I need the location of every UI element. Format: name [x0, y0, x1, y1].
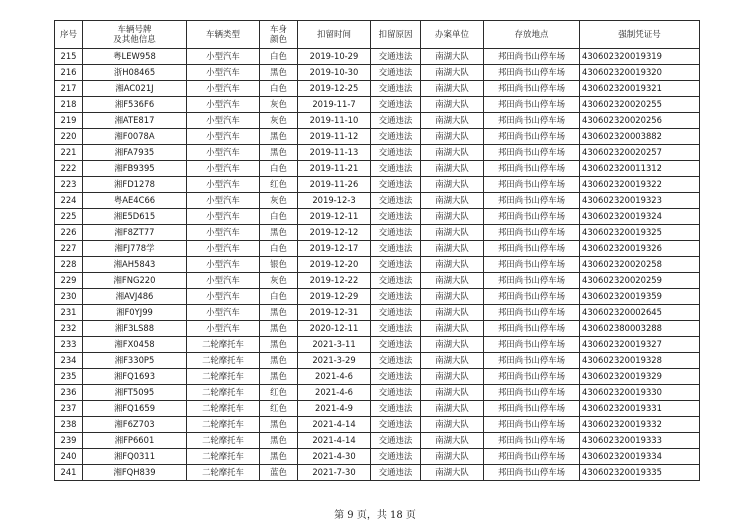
cell-col-detain-time: 2021-3-11 [298, 337, 371, 353]
cell-col-seq: 224 [55, 193, 83, 209]
cell-col-plate: 湘FQ0311 [83, 449, 187, 465]
cell-col-plate: 湘FP6601 [83, 433, 187, 449]
cell-col-vehicle-type: 二轮摩托车 [187, 417, 260, 433]
table-row [55, 369, 700, 385]
cell-col-storage: 邦田尚书山停车场 [484, 241, 580, 257]
cell-col-detain-reason: 交通违法 [371, 145, 421, 161]
cell-col-detain-reason: 交通违法 [371, 321, 421, 337]
page-number: 第 9 页，共 18 页 [334, 510, 416, 521]
header-col-plate: 车辆号牌 及其他信息 [83, 21, 187, 49]
cell-col-detain-time: 2019-12-29 [298, 289, 371, 305]
cell-col-unit: 南湖大队 [421, 209, 484, 225]
cell-col-vehicle-type: 二轮摩托车 [187, 353, 260, 369]
cell-col-plate: 浙H08465 [83, 65, 187, 81]
cell-col-unit: 南湖大队 [421, 129, 484, 145]
cell-col-voucher: 430602320019335 [580, 465, 700, 481]
cell-col-detain-time: 2021-4-6 [298, 385, 371, 401]
cell-col-detain-reason: 交通违法 [371, 65, 421, 81]
cell-col-detain-time: 2019-12-20 [298, 257, 371, 273]
cell-col-detain-time: 2019-11-12 [298, 129, 371, 145]
cell-col-storage: 邦田尚书山停车场 [484, 417, 580, 433]
cell-col-detain-reason: 交通违法 [371, 465, 421, 481]
cell-col-storage: 邦田尚书山停车场 [484, 113, 580, 129]
cell-col-voucher: 430602320019359 [580, 289, 700, 305]
cell-col-detain-reason: 交通违法 [371, 209, 421, 225]
cell-col-vehicle-type: 小型汽车 [187, 65, 260, 81]
cell-col-color: 白色 [260, 81, 298, 97]
header-col-vehicle-type: 车辆类型 [187, 21, 260, 49]
cell-col-plate: 湘FJ778学 [83, 241, 187, 257]
cell-col-storage: 邦田尚书山停车场 [484, 321, 580, 337]
cell-col-unit: 南湖大队 [421, 369, 484, 385]
cell-col-seq: 220 [55, 129, 83, 145]
cell-col-voucher: 430602320019327 [580, 337, 700, 353]
cell-col-plate: 粤LEW958 [83, 49, 187, 65]
cell-col-color: 白色 [260, 241, 298, 257]
cell-col-seq: 235 [55, 369, 83, 385]
table-row [55, 161, 700, 177]
header-col-color: 车身 颜色 [260, 21, 298, 49]
cell-col-voucher: 430602320002645 [580, 305, 700, 321]
cell-col-detain-time: 2019-11-10 [298, 113, 371, 129]
cell-col-vehicle-type: 小型汽车 [187, 321, 260, 337]
cell-col-storage: 邦田尚书山停车场 [484, 449, 580, 465]
cell-col-storage: 邦田尚书山停车场 [484, 209, 580, 225]
cell-col-color: 黑色 [260, 353, 298, 369]
cell-col-unit: 南湖大队 [421, 321, 484, 337]
cell-col-storage: 邦田尚书山停车场 [484, 145, 580, 161]
cell-col-plate: 湘ATE817 [83, 113, 187, 129]
cell-col-storage: 邦田尚书山停车场 [484, 225, 580, 241]
cell-col-seq: 231 [55, 305, 83, 321]
cell-col-detain-time: 2019-12-12 [298, 225, 371, 241]
cell-col-detain-time: 2019-10-29 [298, 49, 371, 65]
cell-col-voucher: 430602320019320 [580, 65, 700, 81]
cell-col-vehicle-type: 小型汽车 [187, 225, 260, 241]
cell-col-vehicle-type: 小型汽车 [187, 257, 260, 273]
cell-col-detain-reason: 交通违法 [371, 449, 421, 465]
cell-col-detain-time: 2019-11-13 [298, 145, 371, 161]
table-row [55, 97, 700, 113]
header-col-unit: 办案单位 [421, 21, 484, 49]
cell-col-seq: 237 [55, 401, 83, 417]
cell-col-unit: 南湖大队 [421, 225, 484, 241]
cell-col-plate: 湘FNG220 [83, 273, 187, 289]
cell-col-detain-reason: 交通违法 [371, 129, 421, 145]
cell-col-plate: 湘FQ1693 [83, 369, 187, 385]
cell-col-plate: 湘FB9395 [83, 161, 187, 177]
cell-col-voucher: 430602320019333 [580, 433, 700, 449]
cell-col-storage: 邦田尚书山停车场 [484, 273, 580, 289]
table-row [55, 209, 700, 225]
cell-col-plate: 湘AVJ486 [83, 289, 187, 305]
cell-col-detain-time: 2021-7-30 [298, 465, 371, 481]
cell-col-seq: 228 [55, 257, 83, 273]
cell-col-detain-time: 2019-11-7 [298, 97, 371, 113]
cell-col-detain-time: 2021-4-14 [298, 417, 371, 433]
cell-col-vehicle-type: 小型汽车 [187, 241, 260, 257]
cell-col-unit: 南湖大队 [421, 417, 484, 433]
cell-col-unit: 南湖大队 [421, 81, 484, 97]
cell-col-unit: 南湖大队 [421, 433, 484, 449]
table-row [55, 113, 700, 129]
cell-col-detain-time: 2019-11-26 [298, 177, 371, 193]
cell-col-color: 红色 [260, 177, 298, 193]
table-row [55, 145, 700, 161]
cell-col-detain-reason: 交通违法 [371, 113, 421, 129]
cell-col-vehicle-type: 小型汽车 [187, 129, 260, 145]
cell-col-seq: 240 [55, 449, 83, 465]
cell-col-vehicle-type: 小型汽车 [187, 97, 260, 113]
cell-col-color: 灰色 [260, 273, 298, 289]
header-col-storage: 存放地点 [484, 21, 580, 49]
cell-col-seq: 221 [55, 145, 83, 161]
cell-col-color: 黑色 [260, 449, 298, 465]
cell-col-voucher: 430602320020256 [580, 113, 700, 129]
cell-col-seq: 226 [55, 225, 83, 241]
cell-col-voucher: 430602320020255 [580, 97, 700, 113]
cell-col-unit: 南湖大队 [421, 97, 484, 113]
cell-col-plate: 湘E5D615 [83, 209, 187, 225]
cell-col-voucher: 430602320019323 [580, 193, 700, 209]
table-header-row [55, 21, 700, 49]
cell-col-detain-reason: 交通违法 [371, 289, 421, 305]
cell-col-color: 黑色 [260, 433, 298, 449]
cell-col-seq: 218 [55, 97, 83, 113]
cell-col-vehicle-type: 二轮摩托车 [187, 369, 260, 385]
cell-col-vehicle-type: 小型汽车 [187, 161, 260, 177]
cell-col-vehicle-type: 小型汽车 [187, 305, 260, 321]
cell-col-color: 黑色 [260, 337, 298, 353]
cell-col-seq: 222 [55, 161, 83, 177]
cell-col-vehicle-type: 小型汽车 [187, 273, 260, 289]
table-row [55, 321, 700, 337]
cell-col-detain-reason: 交通违法 [371, 385, 421, 401]
cell-col-voucher: 430602320019319 [580, 49, 700, 65]
cell-col-seq: 216 [55, 65, 83, 81]
table-row [55, 273, 700, 289]
cell-col-voucher: 430602320019328 [580, 353, 700, 369]
table-row [55, 465, 700, 481]
cell-col-unit: 南湖大队 [421, 145, 484, 161]
cell-col-plate: 湘F536F6 [83, 97, 187, 113]
cell-col-voucher: 430602320019321 [580, 81, 700, 97]
cell-col-plate: 湘AH5843 [83, 257, 187, 273]
cell-col-storage: 邦田尚书山停车场 [484, 385, 580, 401]
cell-col-color: 白色 [260, 49, 298, 65]
cell-col-color: 白色 [260, 209, 298, 225]
table-row [55, 193, 700, 209]
cell-col-unit: 南湖大队 [421, 465, 484, 481]
cell-col-color: 黑色 [260, 225, 298, 241]
cell-col-plate: 湘FQ1659 [83, 401, 187, 417]
cell-col-seq: 233 [55, 337, 83, 353]
cell-col-voucher: 430602320020257 [580, 145, 700, 161]
cell-col-detain-time: 2021-4-6 [298, 369, 371, 385]
table-row [55, 337, 700, 353]
cell-col-detain-time: 2019-12-3 [298, 193, 371, 209]
table-row [55, 433, 700, 449]
table-row [55, 81, 700, 97]
cell-col-unit: 南湖大队 [421, 289, 484, 305]
cell-col-detain-time: 2020-12-11 [298, 321, 371, 337]
cell-col-storage: 邦田尚书山停车场 [484, 97, 580, 113]
cell-col-color: 黑色 [260, 417, 298, 433]
cell-col-storage: 邦田尚书山停车场 [484, 465, 580, 481]
cell-col-storage: 邦田尚书山停车场 [484, 65, 580, 81]
cell-col-color: 黑色 [260, 129, 298, 145]
cell-col-plate: 湘FQH839 [83, 465, 187, 481]
cell-col-voucher: 430602320020258 [580, 257, 700, 273]
table-row [55, 305, 700, 321]
cell-col-plate: 湘F0078A [83, 129, 187, 145]
cell-col-color: 蓝色 [260, 465, 298, 481]
cell-col-seq: 236 [55, 385, 83, 401]
cell-col-storage: 邦田尚书山停车场 [484, 49, 580, 65]
cell-col-vehicle-type: 小型汽车 [187, 49, 260, 65]
cell-col-detain-reason: 交通违法 [371, 417, 421, 433]
cell-col-seq: 232 [55, 321, 83, 337]
cell-col-plate: 湘AC021J [83, 81, 187, 97]
cell-col-plate: 湘F0YJ99 [83, 305, 187, 321]
cell-col-detain-time: 2021-3-29 [298, 353, 371, 369]
cell-col-detain-reason: 交通违法 [371, 161, 421, 177]
cell-col-storage: 邦田尚书山停车场 [484, 289, 580, 305]
header-col-seq: 序号 [55, 21, 83, 49]
cell-col-voucher: 430602320019332 [580, 417, 700, 433]
cell-col-seq: 215 [55, 49, 83, 65]
cell-col-detain-time: 2019-12-31 [298, 305, 371, 321]
cell-col-unit: 南湖大队 [421, 113, 484, 129]
cell-col-detain-reason: 交通违法 [371, 97, 421, 113]
cell-col-detain-reason: 交通违法 [371, 401, 421, 417]
cell-col-voucher: 430602320011312 [580, 161, 700, 177]
cell-col-voucher: 430602320019330 [580, 385, 700, 401]
cell-col-color: 黑色 [260, 65, 298, 81]
cell-col-detain-reason: 交通违法 [371, 225, 421, 241]
cell-col-detain-reason: 交通违法 [371, 273, 421, 289]
cell-col-storage: 邦田尚书山停车场 [484, 337, 580, 353]
cell-col-detain-time: 2019-12-22 [298, 273, 371, 289]
cell-col-unit: 南湖大队 [421, 161, 484, 177]
cell-col-plate: 湘FA7935 [83, 145, 187, 161]
cell-col-detain-reason: 交通违法 [371, 193, 421, 209]
cell-col-detain-time: 2019-12-25 [298, 81, 371, 97]
cell-col-vehicle-type: 小型汽车 [187, 81, 260, 97]
cell-col-seq: 219 [55, 113, 83, 129]
cell-col-plate: 湘FT5095 [83, 385, 187, 401]
cell-col-unit: 南湖大队 [421, 193, 484, 209]
table-row [55, 417, 700, 433]
cell-col-vehicle-type: 二轮摩托车 [187, 433, 260, 449]
cell-col-seq: 239 [55, 433, 83, 449]
cell-col-vehicle-type: 二轮摩托车 [187, 449, 260, 465]
cell-col-seq: 234 [55, 353, 83, 369]
cell-col-storage: 邦田尚书山停车场 [484, 353, 580, 369]
cell-col-voucher: 430602320019322 [580, 177, 700, 193]
cell-col-plate: 湘FD1278 [83, 177, 187, 193]
table-row [55, 241, 700, 257]
table-row [55, 129, 700, 145]
cell-col-plate: 湘FX0458 [83, 337, 187, 353]
cell-col-voucher: 430602320020259 [580, 273, 700, 289]
impound-vehicle-table [54, 20, 700, 481]
cell-col-voucher: 430602320019326 [580, 241, 700, 257]
cell-col-storage: 邦田尚书山停车场 [484, 433, 580, 449]
cell-col-detain-time: 2021-4-9 [298, 401, 371, 417]
cell-col-detain-reason: 交通违法 [371, 49, 421, 65]
cell-col-vehicle-type: 二轮摩托车 [187, 385, 260, 401]
cell-col-plate: 湘F8ZT77 [83, 225, 187, 241]
cell-col-voucher: 430602320019331 [580, 401, 700, 417]
cell-col-vehicle-type: 小型汽车 [187, 209, 260, 225]
cell-col-detain-time: 2019-12-11 [298, 209, 371, 225]
cell-col-detain-reason: 交通违法 [371, 369, 421, 385]
cell-col-storage: 邦田尚书山停车场 [484, 401, 580, 417]
table-row [55, 257, 700, 273]
table-row [55, 449, 700, 465]
cell-col-plate: 湘F6Z703 [83, 417, 187, 433]
cell-col-voucher: 430602320019329 [580, 369, 700, 385]
cell-col-seq: 227 [55, 241, 83, 257]
cell-col-vehicle-type: 小型汽车 [187, 177, 260, 193]
cell-col-voucher: 430602320019324 [580, 209, 700, 225]
cell-col-color: 黑色 [260, 145, 298, 161]
cell-col-unit: 南湖大队 [421, 337, 484, 353]
cell-col-detain-reason: 交通违法 [371, 257, 421, 273]
cell-col-storage: 邦田尚书山停车场 [484, 257, 580, 273]
cell-col-detain-time: 2019-12-17 [298, 241, 371, 257]
cell-col-unit: 南湖大队 [421, 65, 484, 81]
table-row [55, 353, 700, 369]
cell-col-detain-reason: 交通违法 [371, 353, 421, 369]
table-row [55, 225, 700, 241]
cell-col-plate: 湘F330P5 [83, 353, 187, 369]
cell-col-color: 黑色 [260, 321, 298, 337]
cell-col-storage: 邦田尚书山停车场 [484, 193, 580, 209]
cell-col-vehicle-type: 二轮摩托车 [187, 401, 260, 417]
cell-col-voucher: 430602320019334 [580, 449, 700, 465]
table-row [55, 385, 700, 401]
header-col-detain-reason: 扣留原因 [371, 21, 421, 49]
cell-col-color: 红色 [260, 401, 298, 417]
cell-col-unit: 南湖大队 [421, 449, 484, 465]
cell-col-unit: 南湖大队 [421, 353, 484, 369]
cell-col-vehicle-type: 小型汽车 [187, 193, 260, 209]
cell-col-seq: 217 [55, 81, 83, 97]
cell-col-color: 灰色 [260, 97, 298, 113]
cell-col-vehicle-type: 二轮摩托车 [187, 465, 260, 481]
table-row [55, 289, 700, 305]
cell-col-color: 黑色 [260, 305, 298, 321]
cell-col-storage: 邦田尚书山停车场 [484, 129, 580, 145]
cell-col-detain-reason: 交通违法 [371, 81, 421, 97]
cell-col-vehicle-type: 小型汽车 [187, 289, 260, 305]
cell-col-seq: 230 [55, 289, 83, 305]
table-row [55, 65, 700, 81]
cell-col-seq: 225 [55, 209, 83, 225]
cell-col-plate: 粤AE4C66 [83, 193, 187, 209]
cell-col-color: 白色 [260, 289, 298, 305]
cell-col-storage: 邦田尚书山停车场 [484, 177, 580, 193]
table-body [55, 49, 700, 481]
cell-col-detain-time: 2019-10-30 [298, 65, 371, 81]
cell-col-voucher: 430602320003882 [580, 129, 700, 145]
header-col-voucher: 强制凭证号 [580, 21, 700, 49]
cell-col-color: 灰色 [260, 113, 298, 129]
header-col-detain-time: 扣留时间 [298, 21, 371, 49]
cell-col-unit: 南湖大队 [421, 401, 484, 417]
cell-col-color: 红色 [260, 385, 298, 401]
cell-col-detain-reason: 交通违法 [371, 433, 421, 449]
cell-col-seq: 241 [55, 465, 83, 481]
cell-col-voucher: 430602320019325 [580, 225, 700, 241]
cell-col-detain-time: 2019-11-21 [298, 161, 371, 177]
cell-col-unit: 南湖大队 [421, 385, 484, 401]
cell-col-voucher: 430602380003288 [580, 321, 700, 337]
cell-col-unit: 南湖大队 [421, 257, 484, 273]
cell-col-detain-reason: 交通违法 [371, 337, 421, 353]
cell-col-vehicle-type: 小型汽车 [187, 145, 260, 161]
cell-col-detain-reason: 交通违法 [371, 305, 421, 321]
cell-col-color: 白色 [260, 161, 298, 177]
cell-col-storage: 邦田尚书山停车场 [484, 81, 580, 97]
cell-col-unit: 南湖大队 [421, 49, 484, 65]
cell-col-color: 银色 [260, 257, 298, 273]
cell-col-unit: 南湖大队 [421, 241, 484, 257]
cell-col-seq: 223 [55, 177, 83, 193]
cell-col-storage: 邦田尚书山停车场 [484, 161, 580, 177]
cell-col-unit: 南湖大队 [421, 305, 484, 321]
table-row [55, 401, 700, 417]
cell-col-detain-reason: 交通违法 [371, 241, 421, 257]
cell-col-detain-time: 2021-4-14 [298, 433, 371, 449]
table-row [55, 177, 700, 193]
cell-col-seq: 238 [55, 417, 83, 433]
cell-col-vehicle-type: 二轮摩托车 [187, 337, 260, 353]
cell-col-seq: 229 [55, 273, 83, 289]
cell-col-plate: 湘F3LS88 [83, 321, 187, 337]
cell-col-detain-reason: 交通违法 [371, 177, 421, 193]
cell-col-unit: 南湖大队 [421, 273, 484, 289]
cell-col-color: 灰色 [260, 193, 298, 209]
cell-col-color: 黑色 [260, 369, 298, 385]
table-row [55, 49, 700, 65]
cell-col-unit: 南湖大队 [421, 177, 484, 193]
cell-col-vehicle-type: 小型汽车 [187, 113, 260, 129]
cell-col-detain-time: 2021-4-30 [298, 449, 371, 465]
cell-col-storage: 邦田尚书山停车场 [484, 305, 580, 321]
cell-col-storage: 邦田尚书山停车场 [484, 369, 580, 385]
